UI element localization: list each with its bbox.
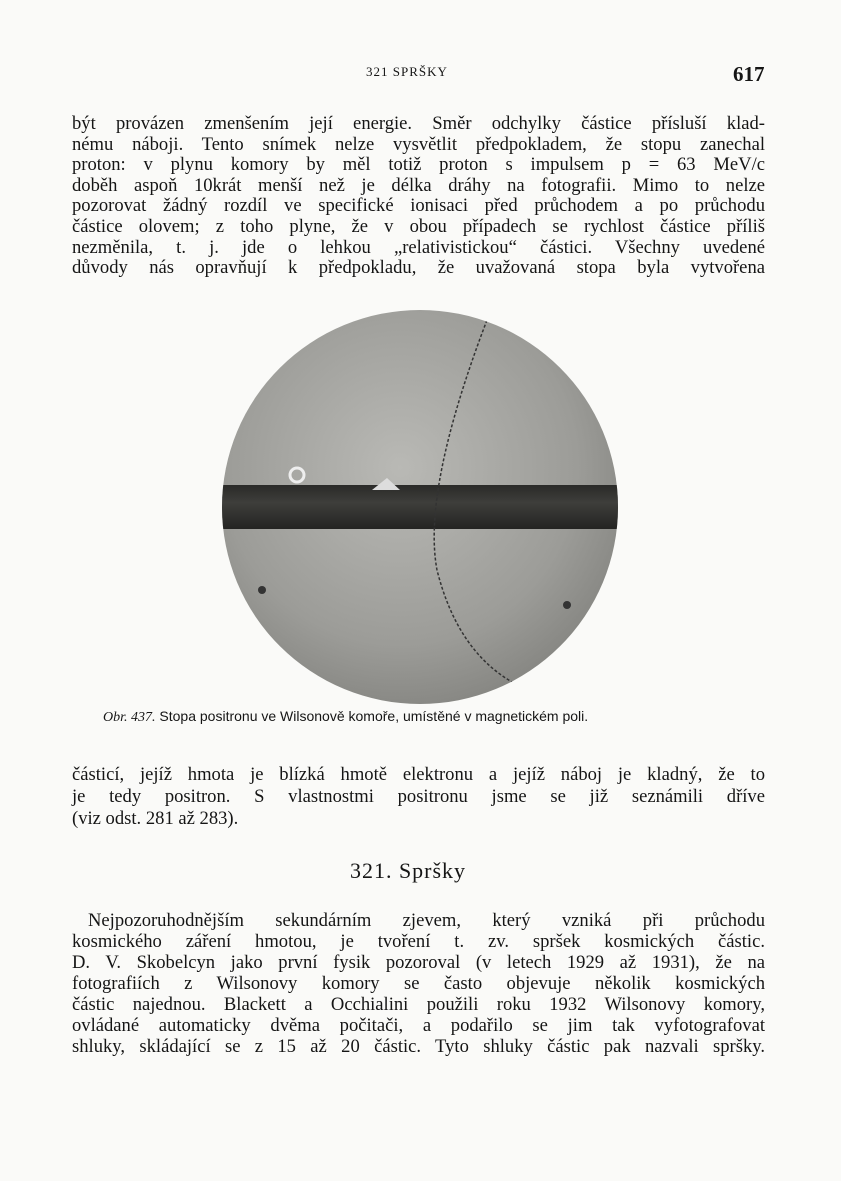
paragraph-1 bbox=[72, 114, 765, 279]
text-line: částicí, jejíž hmota je blízká hmotě elektronu a jejíž náboj je kladný, že to bbox=[72, 764, 765, 785]
text-line: Nejpozoruhodnějším sekundárním zjevem, který vzniká při průchodu bbox=[88, 910, 765, 931]
figure-caption bbox=[103, 708, 588, 726]
figure-label: Obr. 437. bbox=[103, 710, 156, 725]
text-line: doběh aspoň 10krát menší než je délka dráhy na fotografii. Mimo to nelze bbox=[72, 174, 765, 196]
text-line: kosmického záření hmotou, je tvoření t. zv. spršek kosmických částic. bbox=[72, 931, 765, 952]
positron-track bbox=[222, 310, 618, 704]
text-line: proton: v plynu komory by měl totiž proton s impulsem p = 63 MeV/c bbox=[72, 154, 765, 176]
text-line: shluky, skládající se z 15 až 20 částic. Tyto shluky částic pak nazvali spršky. bbox=[72, 1036, 765, 1057]
text-line: pozorovat žádný rozdíl ve specifické ionisaci před průchodem a po průchodu bbox=[72, 195, 765, 217]
text-line: částice olovem; z toho plyne, že v obou případech se rychlost částice příliš bbox=[72, 215, 765, 237]
text-line: fotografiích z Wilsonovy komory se často objevuje několik kosmických bbox=[72, 973, 765, 994]
text-line: důvody nás opravňují k předpokladu, že uvažovaná stopa byla vytvořena bbox=[72, 257, 765, 279]
text-line: nezměnila, t. j. jde o lehkou „relativistickou“ částici. Všechny uvedené bbox=[72, 236, 765, 258]
paragraph-3 bbox=[72, 910, 765, 1057]
paragraph-2 bbox=[72, 764, 765, 830]
running-header: 321 SPRŠKY bbox=[366, 64, 448, 79]
text-line: ovládané automaticky dvěma počitači, a podařilo se jim tak vyfotografovat bbox=[72, 1015, 765, 1036]
text-line: je tedy positron. S vlastnostmi positronu jsme se již seznámili dříve bbox=[72, 786, 765, 807]
text-line: nému náboji. Tento snímek nelze vysvětlit předpokladem, že stopu zanechal bbox=[72, 133, 765, 155]
text-line: (viz odst. 281 až 283). bbox=[72, 808, 239, 829]
text-line: částic najednou. Blackett a Occhialini použili roku 1932 Wilsonovy komory, bbox=[72, 994, 765, 1015]
text-line: D. V. Skobelcyn jako první fysik pozoroval (v letech 1929 až 1931), že na bbox=[72, 952, 765, 973]
section-heading: 321. Spršky bbox=[349, 858, 467, 883]
text-line: být provázen zmenšením její energie. Směr odchylky částice přísluší klad- bbox=[72, 113, 765, 134]
page-number: 617 bbox=[733, 62, 765, 86]
caption-text: Stopa positronu ve Wilsonově komoře, umístěné v magnetickém poli. bbox=[159, 708, 589, 724]
cloud-chamber-photograph bbox=[222, 310, 618, 704]
